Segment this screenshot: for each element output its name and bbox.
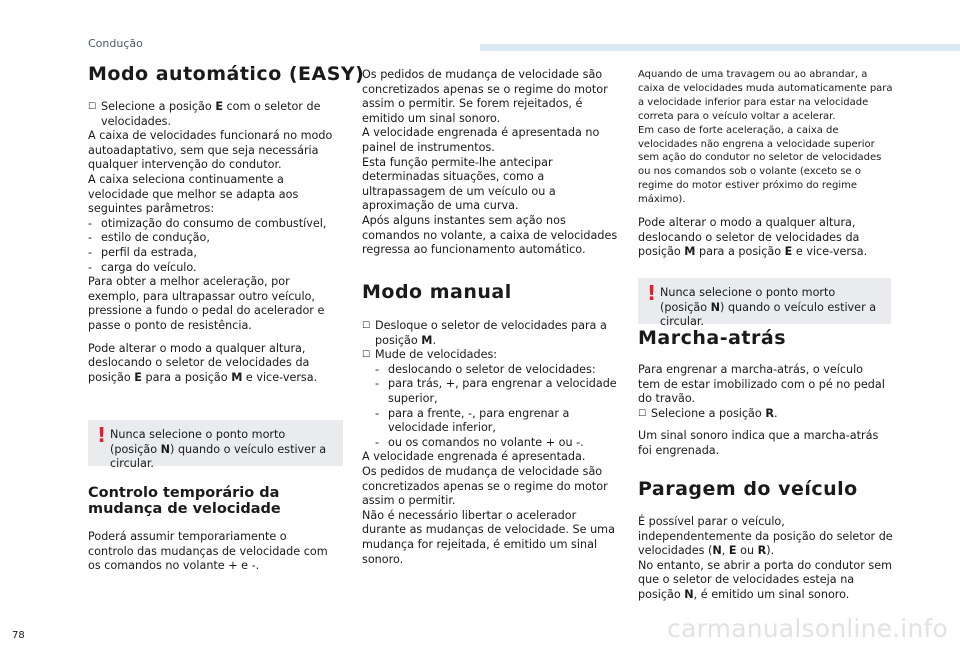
list-item: - ou os comandos no volante + ou -. bbox=[375, 436, 618, 451]
subsection-title-temporary-control: Controlo temporário da mudança de velocidade bbox=[88, 485, 281, 517]
section-title-stopping: Paragem do veículo bbox=[638, 478, 858, 500]
paragraph: No entanto, se abrir a porta do condutor sem que o seletor de velocidades esteja na posição N, é emitido um sinal sonoro. bbox=[638, 558, 893, 601]
header-label: Condução bbox=[88, 37, 143, 50]
paragraph: Após alguns instantes sem ação nos comandos no volante, a caixa de velocidades regressa ao funcionamento automático. bbox=[362, 213, 618, 257]
paragraph: A caixa seleciona continuamente a velocidade que melhor se adapta aos seguintes parâmetros: bbox=[88, 172, 299, 216]
bullet-select-e: ☐ Selecione a posição E com o seletor de velocidades. bbox=[88, 100, 321, 128]
section-title-easy: Modo automático (EASY) bbox=[88, 63, 365, 85]
list-item: - para trás, +, para engrenar a velocidade superior, bbox=[375, 377, 618, 406]
list-item: - otimização do consumo de combustível, bbox=[88, 217, 343, 232]
paragraph: Não é necessário libertar o acelerador durante as mudanças de velocidade. Se uma mudança for rejeitada, é emitido um sinal sonoro. bbox=[362, 508, 615, 566]
watermark: carmanualsonline.info bbox=[667, 614, 948, 643]
checkbox-bullet-icon: ☐ bbox=[362, 350, 371, 361]
warning-box: ! Nunca selecione o ponto morto (posição N) quando o veículo estiver a circular. bbox=[88, 420, 343, 466]
page-number: 78 bbox=[12, 630, 25, 641]
list-item: - perfil da estrada, bbox=[88, 246, 343, 261]
paragraph: A velocidade engrenada é apresentada no painel de instrumentos. bbox=[362, 126, 600, 154]
paragraph: A caixa de velocidades funcionará no modo autoadaptativo, sem que seja necessária qualquer intervenção do condutor. bbox=[88, 129, 333, 172]
paragraph: Poderá assumir temporariamente o controlo das mudanças de velocidade com os comandos no volante + e -. bbox=[88, 530, 328, 573]
list-item: - estilo de condução, bbox=[88, 231, 343, 246]
warning-box: ! Nunca selecione o ponto morto (posição N) quando o veículo estiver a circular. bbox=[638, 278, 891, 324]
bullet-select-m: ☐ Desloque o seletor de velocidades para a posição M. bbox=[362, 319, 607, 347]
list-item: - deslocando o seletor de velocidades: bbox=[375, 363, 618, 378]
paragraph: Os pedidos de mudança de velocidade são concretizados apenas se o regime do motor assim o permitir. Se forem rejeitados, é emitido um sinal sonoro. bbox=[362, 68, 608, 125]
bullet-select-r: ☐ Selecione a posição R. bbox=[638, 406, 778, 420]
paragraph: Pode alterar o modo a qualquer altura, deslocando o seletor de velocidades da posição M para a posição E e vice-versa. bbox=[638, 216, 868, 259]
checkbox-bullet-icon: ☐ bbox=[638, 408, 647, 419]
paragraph: Um sinal sonoro indica que a marcha-atrás foi engrenada. bbox=[638, 429, 879, 457]
header-accent-bar bbox=[480, 44, 960, 51]
section-title-reverse: Marcha-atrás bbox=[638, 327, 786, 349]
paragraph: Para engrenar a marcha-atrás, o veículo tem de estar imobilizado com o pé no pedal do travão. bbox=[638, 363, 885, 406]
list-item: - carga do veículo. bbox=[88, 261, 343, 276]
section-title-manual: Modo manual bbox=[362, 281, 512, 303]
bullet-change-gears: ☐ Mude de velocidades: bbox=[362, 348, 498, 362]
paragraph: Pode alterar o modo a qualquer altura, deslocando o seletor de velocidades da posição E para a posição M e vice-versa. bbox=[88, 341, 318, 384]
paragraph: Os pedidos de mudança de velocidade são concretizados apenas se o regime do motor assim o permitir. bbox=[362, 464, 608, 508]
paragraph: A velocidade engrenada é apresentada. bbox=[362, 450, 586, 464]
list-item: - para a frente, -, para engrenar a velocidade inferior, bbox=[375, 407, 618, 436]
checkbox-bullet-icon: ☐ bbox=[88, 102, 97, 112]
exclamation-icon: ! bbox=[97, 423, 107, 447]
paragraph: É possível parar o veículo, independentemente da posição do seletor de velocidades (N, E ou R). bbox=[638, 515, 893, 558]
note-paragraph: Aquando de uma travagem ou ao abrandar, a caixa de velocidades muda automaticamente para a velocidade inferior para estar na velocidade correta para o veículo voltar a acelerar. Em caso de forte aceleração, a caixa de velocidades não engrena a velocidade superior sem ação do condutor no seletor de velocidades ou nos comandos sob o volante (exceto se o regime do motor estiver próximo do regime máximo). bbox=[638, 69, 893, 206]
paragraph: Esta função permite-lhe antecipar determinadas situações, como a ultrapassagem de um veículo ou a aproximação de uma curva. bbox=[362, 155, 556, 213]
exclamation-icon: ! bbox=[647, 281, 657, 305]
paragraph: Para obter a melhor aceleração, por exemplo, para ultrapassar outro veículo, pressione a fundo o pedal do acelerador e passe o ponto de resistência. bbox=[88, 275, 325, 332]
checkbox-bullet-icon: ☐ bbox=[362, 321, 371, 331]
